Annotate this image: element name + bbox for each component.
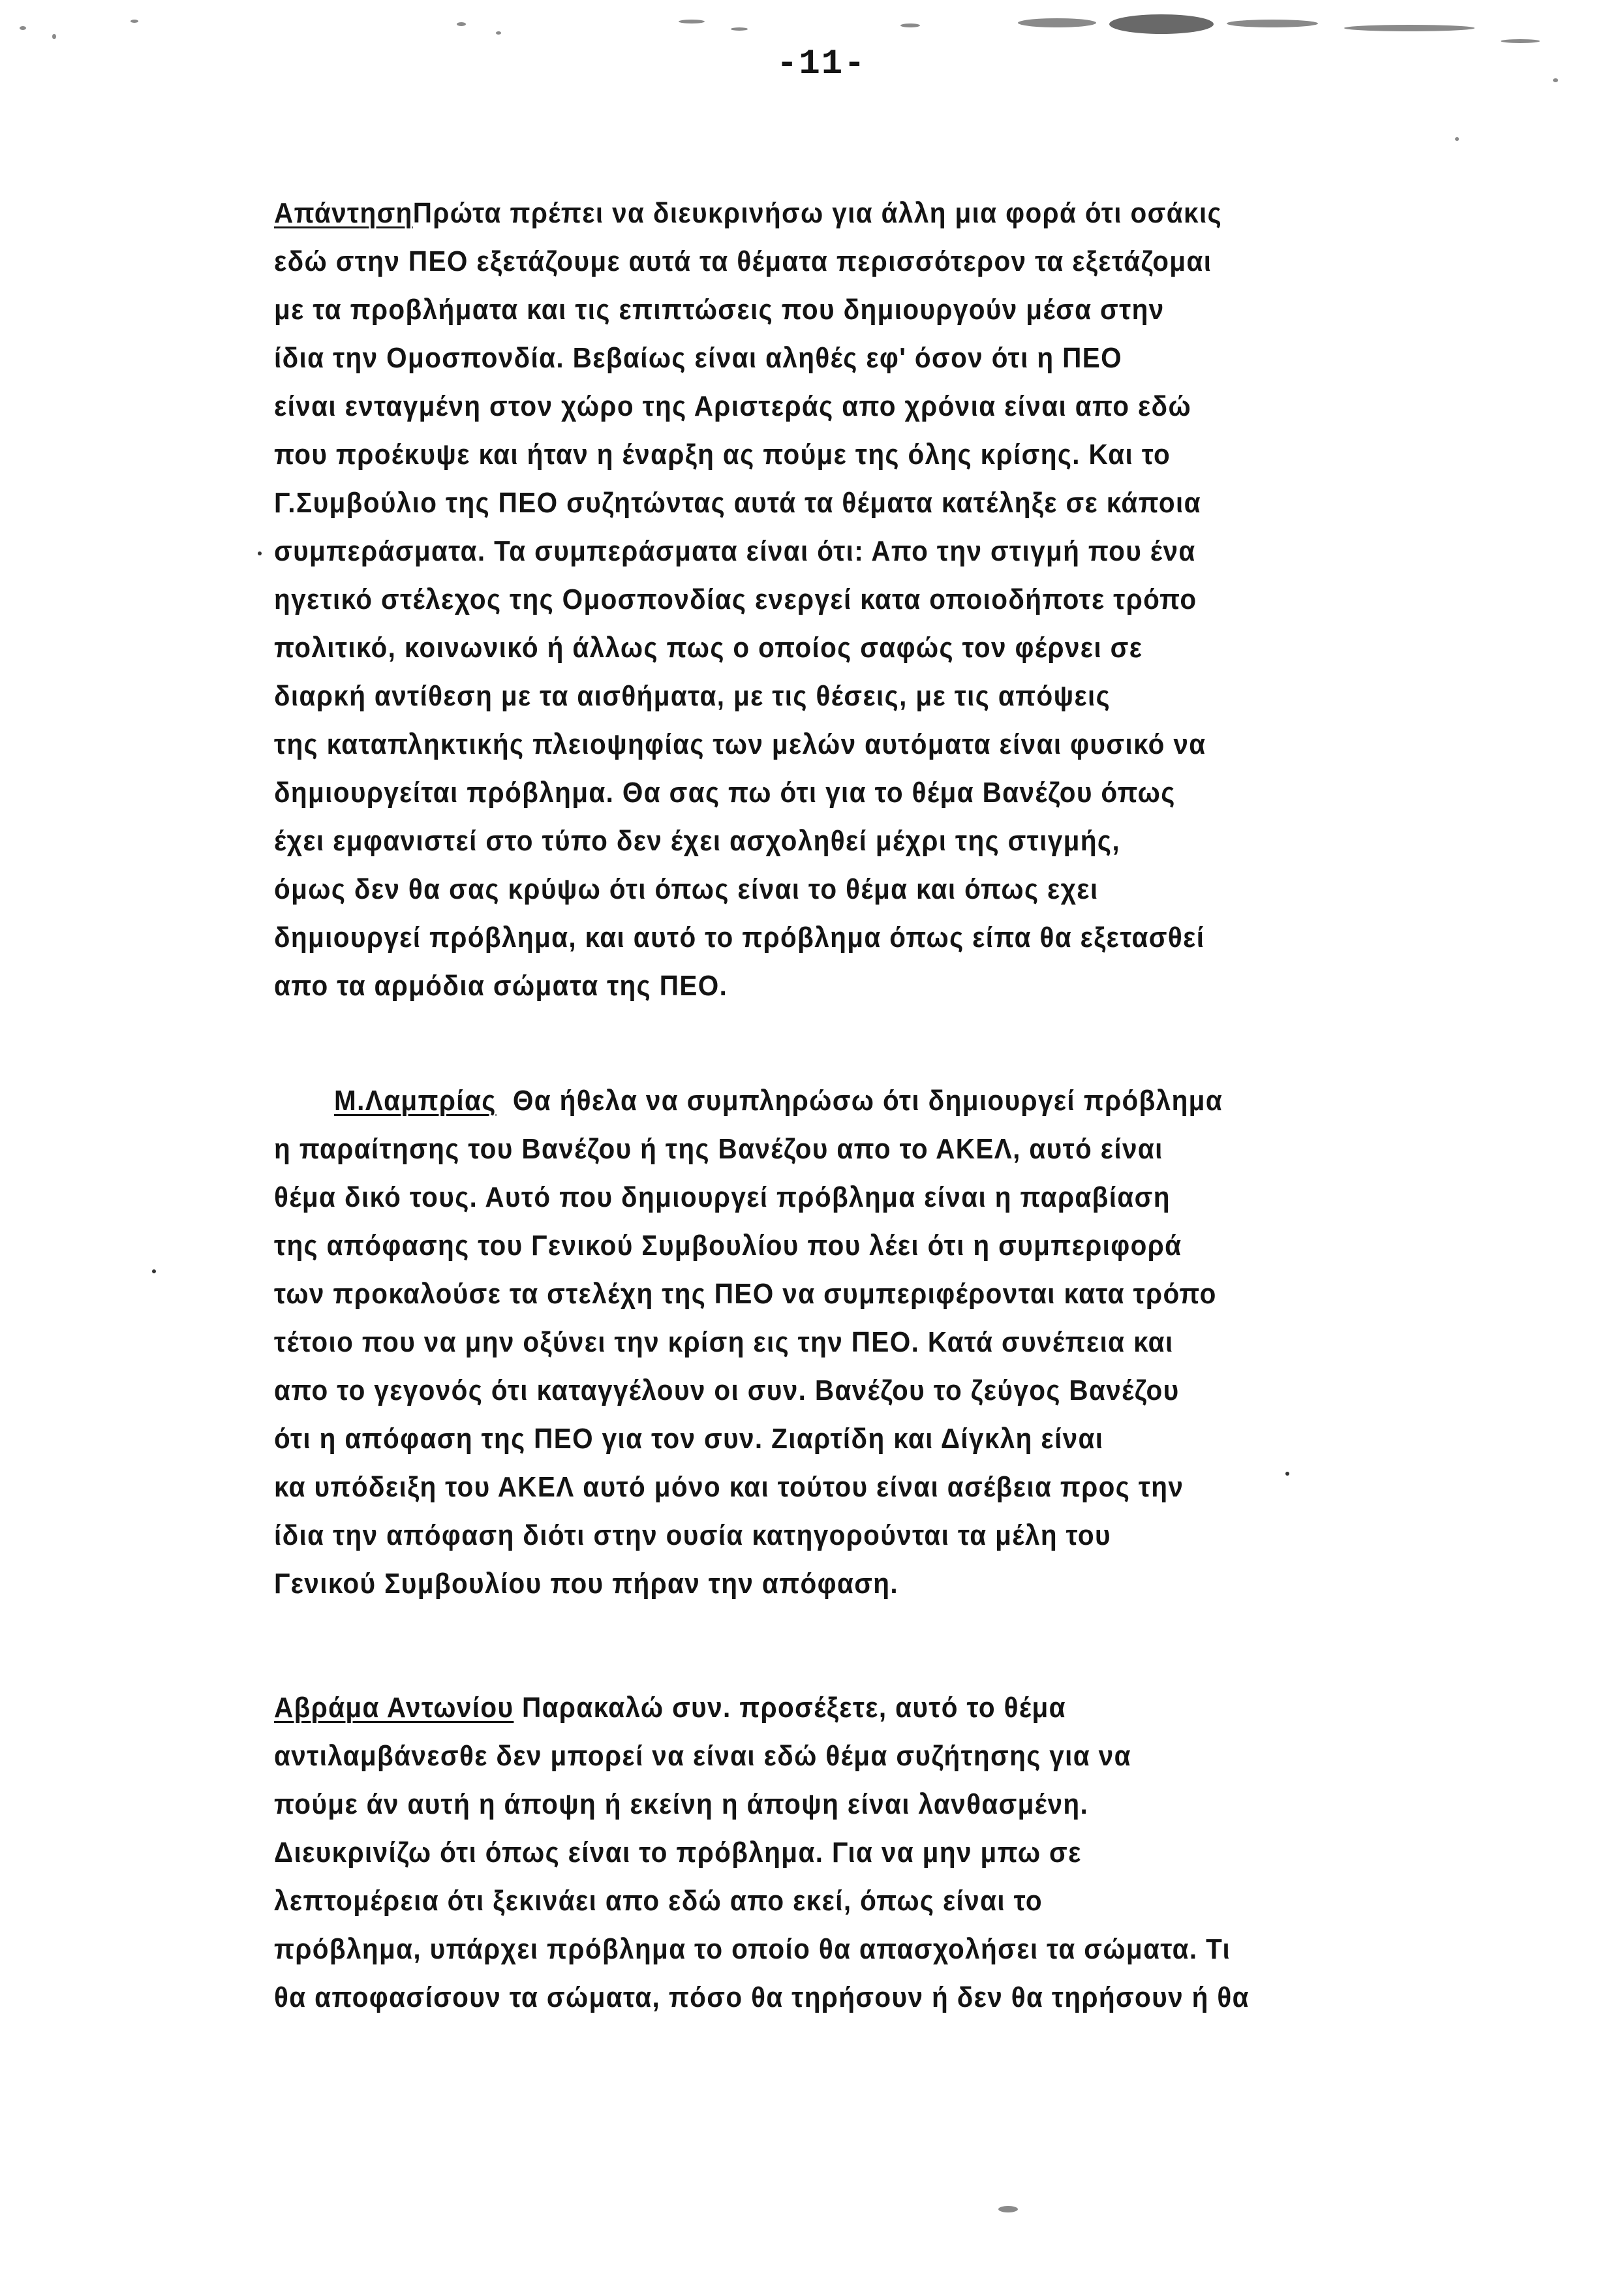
scan-noise [457,22,466,26]
scan-noise [496,31,501,35]
text-line: αντιλαμβάνεσθε δεν μπορεί να είναι εδώ θέμα συζήτησης για να [274,1740,1131,1772]
text-line: διαρκή αντίθεση με τα αισθήματα, με τις θέσεις, με τις απόψεις [274,680,1111,712]
text-line: πούμε άν αυτή η άποψη ή εκείνη η άποψη είναι λανθασμένη. [274,1788,1089,1820]
text-line: θέμα δικό τους. Αυτό που δημιουργεί πρόβλημα είναι η παραβίαση [274,1181,1171,1213]
text-line: Διευκρινίζω ότι όπως είναι το πρόβλημα. Για να μην μπω σε [274,1837,1082,1869]
text-line: Αβράμα Αντωνίου Παρακαλώ συν. προσέξετε, αυτό το θέμα [274,1692,1066,1724]
margin-mark [152,1269,156,1273]
scan-noise [679,20,705,23]
text-line: εδώ στην ΠΕΟ εξετάζουμε αυτά τα θέματα περισσότερον τα εξετάζομαι [274,245,1212,277]
text-line: Μ.Λαμπρίας Θα ήθελα να συμπληρώσω ότι δημιουργεί πρόβλημα [334,1085,1223,1117]
text-line: απο τα αρμόδια σώματα της ΠΕΟ. [274,970,728,1002]
scan-noise [1109,14,1214,34]
text-line: τέτοιο που να μην οξύνει την κρίση εις την ΠΕΟ. Κατά συνέπεια και [274,1326,1174,1358]
scan-noise [731,27,748,31]
page-number: -11- [776,44,867,84]
text-line: η παραίτησης του Βανέζου ή της Βανέζου απο το ΑΚΕΛ, αυτό είναι [274,1133,1163,1165]
scan-noise [1227,20,1318,27]
text-line: της απόφασης του Γενικού Συμβουλίου που λέει ότι η συμπεριφορά [274,1230,1182,1262]
text-line: που προέκυψε και ήταν η έναρξη ας πούμε της όλης κρίσης. Και το [274,439,1171,471]
speaker-name: Απάντηση [274,197,413,229]
speaker-name: Μ.Λαμπρίας [334,1085,497,1117]
text-line: ίδια την απόφαση διότι στην ουσία κατηγορούνται τα μέλη του [274,1519,1111,1551]
text-line: δημιουργείται πρόβλημα. Θα σας πω ότι για το θέμα Βανέζου όπως [274,777,1176,809]
text-line: ότι η απόφαση της ΠΕΟ για τον συν. Ζιαρτίδη και Δίγκλη είναι [274,1423,1104,1455]
text-line: με τα προβλήματα και τις επιπτώσεις που δημιουργούν μέσα στην [274,294,1165,326]
margin-mark [1285,1472,1289,1476]
text-line: πρόβλημα, υπάρχει πρόβλημα το οποίο θα απασχολήσει τα σώματα. Τι [274,1933,1231,1965]
paragraph-antoniou [274,1684,1344,2022]
scan-noise [1553,78,1558,82]
text-line: απο το γεγονός ότι καταγγέλουν οι συν. Βανέζου το ζεύγος Βανέζου [274,1374,1180,1406]
text-line: συμπεράσματα. Τα συμπεράσματα είναι ότι: Απο την στιγμή που ένα [274,535,1196,567]
text-line: κα υπόδειξη του ΑΚΕΛ αυτό μόνο και τούτου είναι ασέβεια προς την [274,1471,1184,1503]
scan-noise [1344,25,1475,31]
text-line: δημιουργεί πρόβλημα, και αυτό το πρόβλημα όπως είπα θα εξετασθεί [274,922,1205,954]
scan-noise [998,2206,1018,2212]
text-line: λεπτομέρεια ότι ξεκινάει απο εδώ απο εκεί, όπως είναι το [274,1885,1043,1917]
speaker-name: Αβράμα Αντωνίου [274,1692,514,1724]
text-line: είναι ενταγμένη στον χώρο της Αριστεράς απο χρόνια είναι απο εδώ [274,390,1192,422]
scan-noise [52,34,56,39]
scan-noise [1018,18,1096,27]
scan-noise [900,23,920,27]
text-line: θα αποφασίσουν τα σώματα, πόσο θα τηρήσουν ή δεν θα τηρήσουν ή θα [274,1981,1250,2013]
text-line: όμως δεν θα σας κρύψω ότι όπως είναι το θέμα και όπως εχει [274,873,1099,905]
scan-noise [1501,39,1540,43]
paragraph-lambrias [274,1077,1344,1608]
paragraph-answer [274,189,1344,1010]
scan-noise [130,20,138,23]
scan-noise [20,26,26,30]
text-line: ΑπάντησηΠρώτα πρέπει να διευκρινήσω για άλλη μια φορά ότι οσάκις [274,197,1223,229]
text-line: Γ.Συμβούλιο της ΠΕΟ συζητώντας αυτά τα θέματα κατέληξε σε κάποια [274,487,1201,519]
text-line: των προκαλούσε τα στελέχη της ΠΕΟ να συμπεριφέρονται κατα τρόπο [274,1278,1217,1310]
scan-noise [1455,137,1459,141]
text-line: Γενικού Συμβουλίου που πήραν την απόφαση. [274,1568,899,1600]
text-line: ίδια την Ομοσπονδία. Βεβαίως είναι αληθές εφ' όσον ότι η ΠΕΟ [274,342,1122,374]
text-line: έχει εμφανιστεί στο τύπο δεν έχει ασχοληθεί μέχρι της στιγμής, [274,825,1120,857]
text-line: της καταπληκτικής πλειοψηφίας των μελών αυτόματα είναι φυσικό να [274,728,1206,760]
text-line: ηγετικό στέλεχος της Ομοσπονδίας ενεργεί κατα οποιοδήποτε τρόπο [274,583,1197,615]
text-line: πολιτικό, κοινωνικό ή άλλως πως ο οποίος σαφώς τον φέρνει σε [274,632,1143,664]
margin-mark [258,551,262,555]
